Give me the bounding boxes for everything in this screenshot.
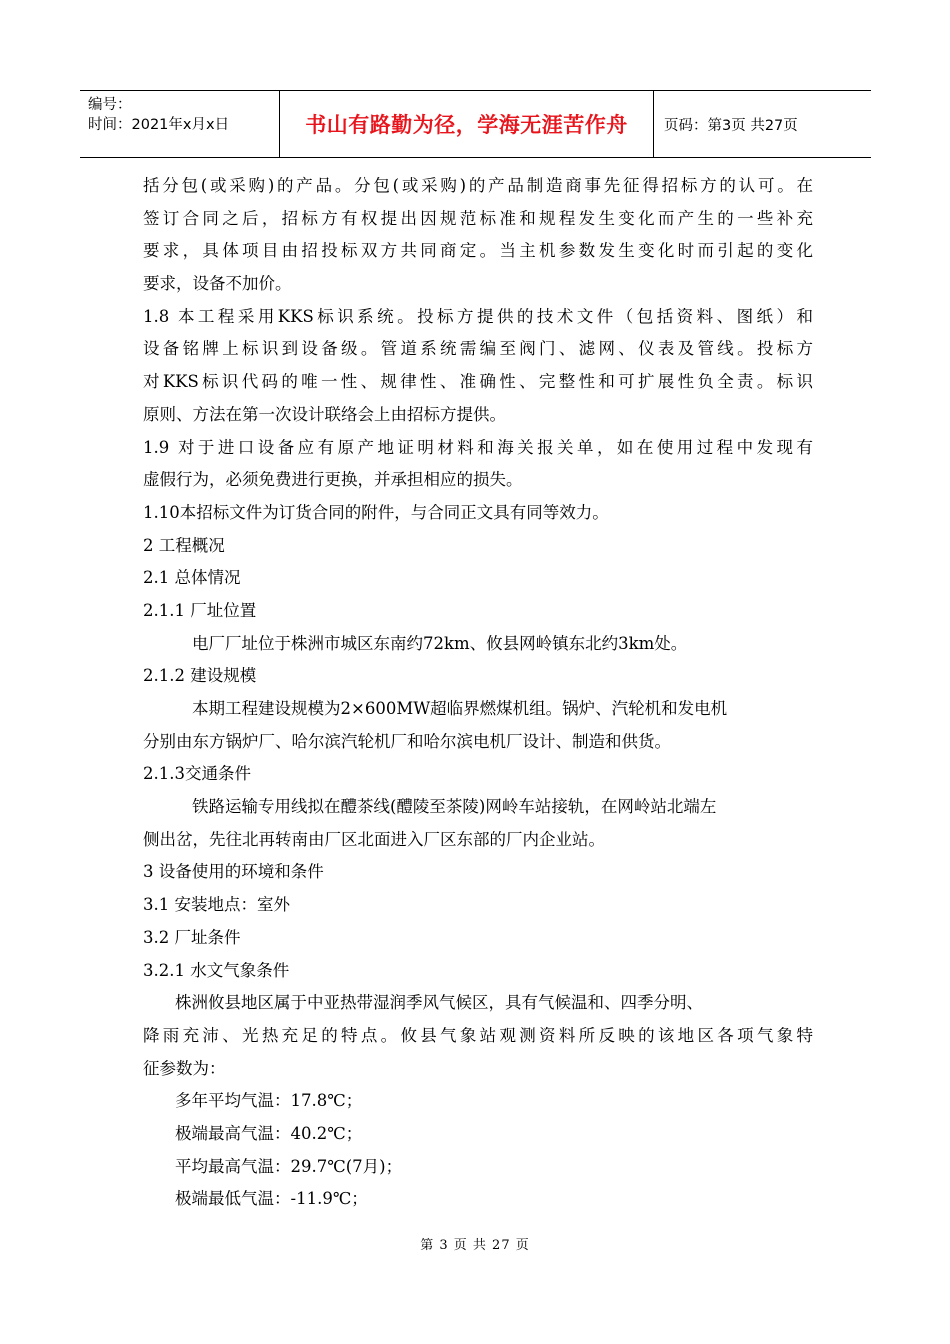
body-line: 虚假行为，必须免费进行更换，并承担相应的损失。 <box>143 470 523 490</box>
header-page-number: 页码：第3页 共27页 <box>664 117 798 134</box>
body-line: 1.9 对于进口设备应有原产地证明材料和海关报关单，如在使用过程中发现有 <box>143 437 813 457</box>
section-heading: 3.1 安装地点：室外 <box>143 895 290 915</box>
climate-parameter: 极端最低气温：-11.9℃； <box>175 1189 368 1209</box>
body-line: 1.8 本工程采用KKS标识系统。投标方提供的技术文件（包括资料、图纸）和 <box>143 306 813 326</box>
document-number-label: 编号： <box>88 97 132 113</box>
climate-parameter: 极端最高气温：40.2℃； <box>175 1123 363 1143</box>
body-line: 侧出岔，先往北再转南由厂区北面进入厂区东部的厂内企业站。 <box>143 829 605 849</box>
body-line: 原则、方法在第一次设计联络会上由招标方提供。 <box>143 404 506 424</box>
climate-parameter: 平均最高气温：29.7℃(7月)； <box>175 1156 403 1176</box>
page-footer: 第 3 页 共 27 页 <box>420 1238 530 1253</box>
body-line: 电厂厂址位于株洲市城区东南约72km、攸县网岭镇东北约3km处。 <box>192 633 688 653</box>
body-line: 株洲攸县地区属于中亚热带湿润季风气候区，具有气候温和、四季分明、 <box>175 993 703 1013</box>
body-line: 签订合同之后，招标方有权提出因规范标准和规程发生变化而产生的一些补充 <box>143 208 813 228</box>
section-heading: 3 设备使用的环境和条件 <box>143 862 324 882</box>
header-motto: 书山有路勤为径，学海无涯苦作舟 <box>280 91 654 157</box>
body-line: 要求，设备不加价。 <box>143 274 292 294</box>
section-heading: 2.1.2 建设规模 <box>143 666 257 686</box>
body-line: 分别由东方锅炉厂、哈尔滨汽轮机厂和哈尔滨电机厂设计、制造和供货。 <box>143 731 671 751</box>
body-line: 本期工程建设规模为2×600MW超临界燃煤机组。锅炉、汽轮机和发电机 <box>192 699 728 718</box>
header-meta <box>80 91 280 157</box>
body-line: 要求，具体项目由招投标双方共同商定。当主机参数发生变化时而引起的变化 <box>143 241 813 261</box>
body-line: 铁路运输专用线拟在醴茶线(醴陵至茶陵)网岭车站接轨，在网岭站北端左 <box>192 797 717 817</box>
section-heading: 2.1.3交通条件 <box>143 764 251 784</box>
document-body <box>143 170 813 1216</box>
section-heading: 2.1 总体情况 <box>143 568 241 588</box>
body-line: 降雨充沛、光热充足的特点。攸县气象站观测资料所反映的该地区各项气象特 <box>143 1025 813 1045</box>
section-heading: 3.2 厂址条件 <box>143 927 241 947</box>
body-line: 对KKS标识代码的唯一性、规律性、准确性、完整性和可扩展性负全责。标识 <box>143 372 813 392</box>
section-heading: 2 工程概况 <box>143 535 225 555</box>
section-heading: 3.2.1 水文气象条件 <box>143 960 290 980</box>
body-line: 设备铭牌上标识到设备级。管道系统需编至阀门、滤网、仪表及管线。投标方 <box>143 339 813 359</box>
page-header <box>80 90 871 158</box>
document-date-label: 时间：2021年x月x日 <box>88 117 230 133</box>
body-line: 括分包(或采购)的产品。分包(或采购)的产品制造商事先征得招标方的认可。在 <box>143 176 813 195</box>
section-heading: 2.1.1 厂址位置 <box>143 600 257 620</box>
body-line: 征参数为： <box>143 1058 226 1078</box>
body-line: 1.10本招标文件为订货合同的附件，与合同正文具有同等效力。 <box>143 502 609 522</box>
climate-parameter: 多年平均气温：17.8℃； <box>175 1091 363 1111</box>
